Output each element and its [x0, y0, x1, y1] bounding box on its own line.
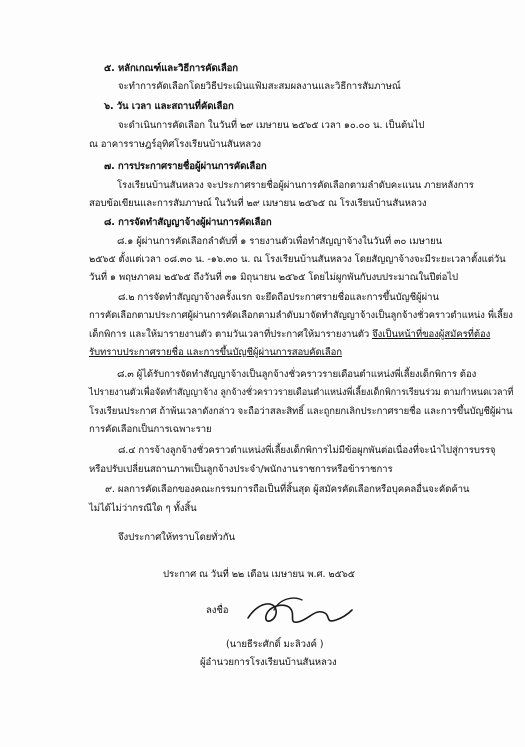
section-9-line-2: ไม่ได้ไม่ว่ากรณีใด ๆ ทั้งสิ้น	[89, 503, 197, 514]
section-7-heading: ๗. การประกาศรายชื่อผู้ผ่านการคัดเลือก	[104, 161, 267, 172]
signer-title: ผู้อำนวยการโรงเรียนบ้านสันหลวง	[200, 657, 337, 668]
section-6-heading: ๖. วัน เวลา และสถานที่คัดเลือก	[104, 101, 234, 112]
section-8-3-line-4: การคัดเลือกเป็นการเฉพาะราย	[89, 424, 212, 435]
section-8-2-line-4: รับทราบประกาศรายชื่อ และการขึ้นบัญชีผู้ผ่านการสอบคัดเลือก	[89, 347, 342, 358]
section-8-heading: ๘. การจัดทำสัญญาจ้างผู้ผ่านการคัดเลือก	[104, 217, 272, 228]
section-7-text-1: โรงเรียนบ้านสันหลวง จะประกาศรายชื่อผู้ผ่านการคัดเลือกตามลำดับคะแนน ภายหลังการ	[117, 180, 474, 191]
section-8-2-line-3-text: เด็กพิการ และให้มารายงานตัว ตามวันเวลาที่ประกาศให้มารายงานตัว	[89, 329, 370, 340]
section-8-2-underlined-note: จึงเป็นหน้าที่ของผู้สมัครที่ต้อง	[372, 329, 491, 340]
section-8-1-line-3: วันที่ ๑ พฤษภาคม ๒๕๖๕ ถึงวันที่ ๓๑ มิถุนายน ๒๕๖๕ โดยไม่ผูกพันกับงบประมาณในปีต่อไป	[89, 272, 458, 283]
section-5-heading: ๕. หลักเกณฑ์และวิธีการคัดเลือก	[104, 63, 238, 74]
section-5-text: จะทำการคัดเลือกโดยวิธีประเมินแฟ้มสะสมผลงานและวิธีการสัมภาษณ์	[118, 81, 401, 92]
section-8-3-line-2: ไปรายงานตัวเพื่อจัดทำสัญญาจ้าง ลูกจ้างชั่วคราวรายเดือนตำแหน่งพี่เลี้ยงเด็กพิการเรียนร่วม ตามกำหนดเวลาที่	[89, 388, 514, 398]
section-7-text-2: สอบข้อเขียนและการสัมภาษณ์ ในวันที่ ๒๙ เมษายน ๒๕๖๕ ณ โรงเรียนบ้านสันหลวง	[89, 198, 427, 209]
section-8-4-line-2: หรือปรับเปลี่ยนสถานภาพเป็นลูกจ้างประจำ/พนักงานราชการหรือข้าราชการ	[89, 464, 393, 475]
section-9-line-1: ๙. ผลการคัดเลือกของคณะกรรมการถือเป็นที่สิ้นสุด ผู้สมัครคัดเลือกหรือบุคคลอื่นจะคัดค้าน	[105, 484, 470, 495]
announcement-date: ประกาศ ณ วันที่ ๒๒ เดือน เมษายน พ.ศ. ๒๕๖๕	[163, 569, 355, 580]
section-8-2-line-3	[89, 328, 490, 341]
section-8-2-line-2: การคัดเลือกตามประกาศผู้ผ่านการคัดเลือกตามลำดับมาจัดทำสัญญาจ้างเป็นลูกจ้างชั่วคราวตำแหน่ง พี่เลี้ยง	[89, 310, 513, 321]
signature-label: ลงชื่อ	[206, 605, 229, 616]
section-8-1-line-2: ๒๕๖๕ ตั้งแต่เวลา ๐๘.๓๐ น. -๑๖.๓๐ น. ณ โรงเรียนบ้านสันหลวง โดยสัญญาจ้างจะมีระยะเวลาตั้งแต่วัน	[89, 254, 506, 265]
section-8-3-line-1: ๘.๓ ผู้ได้รับการจัดทำสัญญาจ้างเป็นลูกจ้างชั่วคราวรายเดือนตำแหน่งพี่เลี้ยงเด็กพิการ ต้อง	[117, 369, 477, 380]
section-8-4-line-1: ๘.๔ การจ้างลูกจ้างชั่วคราวตำแหน่งพี่เลี้ยงเด็กพิการไม่มีข้อผูกพันต่อเนื่องที่จะนำไปสู่การบรรจุ	[118, 445, 496, 456]
section-8-3-line-3: โรงเรียนประกาศ ถ้าพ้นเวลาดังกล่าว จะถือว่าสละสิทธิ์ และถูกยกเลิกประกาศรายชื่อ และการขึ้นบัญชีผู้ผ่าน	[89, 406, 513, 417]
handwritten-signature	[244, 596, 354, 630]
signer-name: (นายธีระศักดิ์ มะลิวงค์ )	[226, 639, 324, 650]
section-8-2-line-1: ๘.๒ การจัดทำสัญญาจ้างครั้งแรก จะยึดถือประกาศรายชื่อและการขึ้นบัญชีผู้ผ่าน	[118, 292, 439, 303]
section-8-1-line-1: ๘.๑ ผู้ผ่านการคัดเลือกลำดับที่ ๑ รายงานตัวเพื่อทำสัญญาจ้างในวันที่ ๓๐ เมษายน	[117, 236, 443, 247]
section-6-text-1: จะดำเนินการคัดเลือก ในวันที่ ๒๙ เมษายน ๒๕๖๕ เวลา ๑๐.๐๐ น. เป็นต้นไป	[118, 120, 425, 131]
section-6-text-2: ณ อาคารราษฎร์อุทิศโรงเรียนบ้านสันหลวง	[89, 139, 261, 150]
closing-statement: จึงประกาศให้ทราบโดยทั่วกัน	[118, 532, 235, 543]
